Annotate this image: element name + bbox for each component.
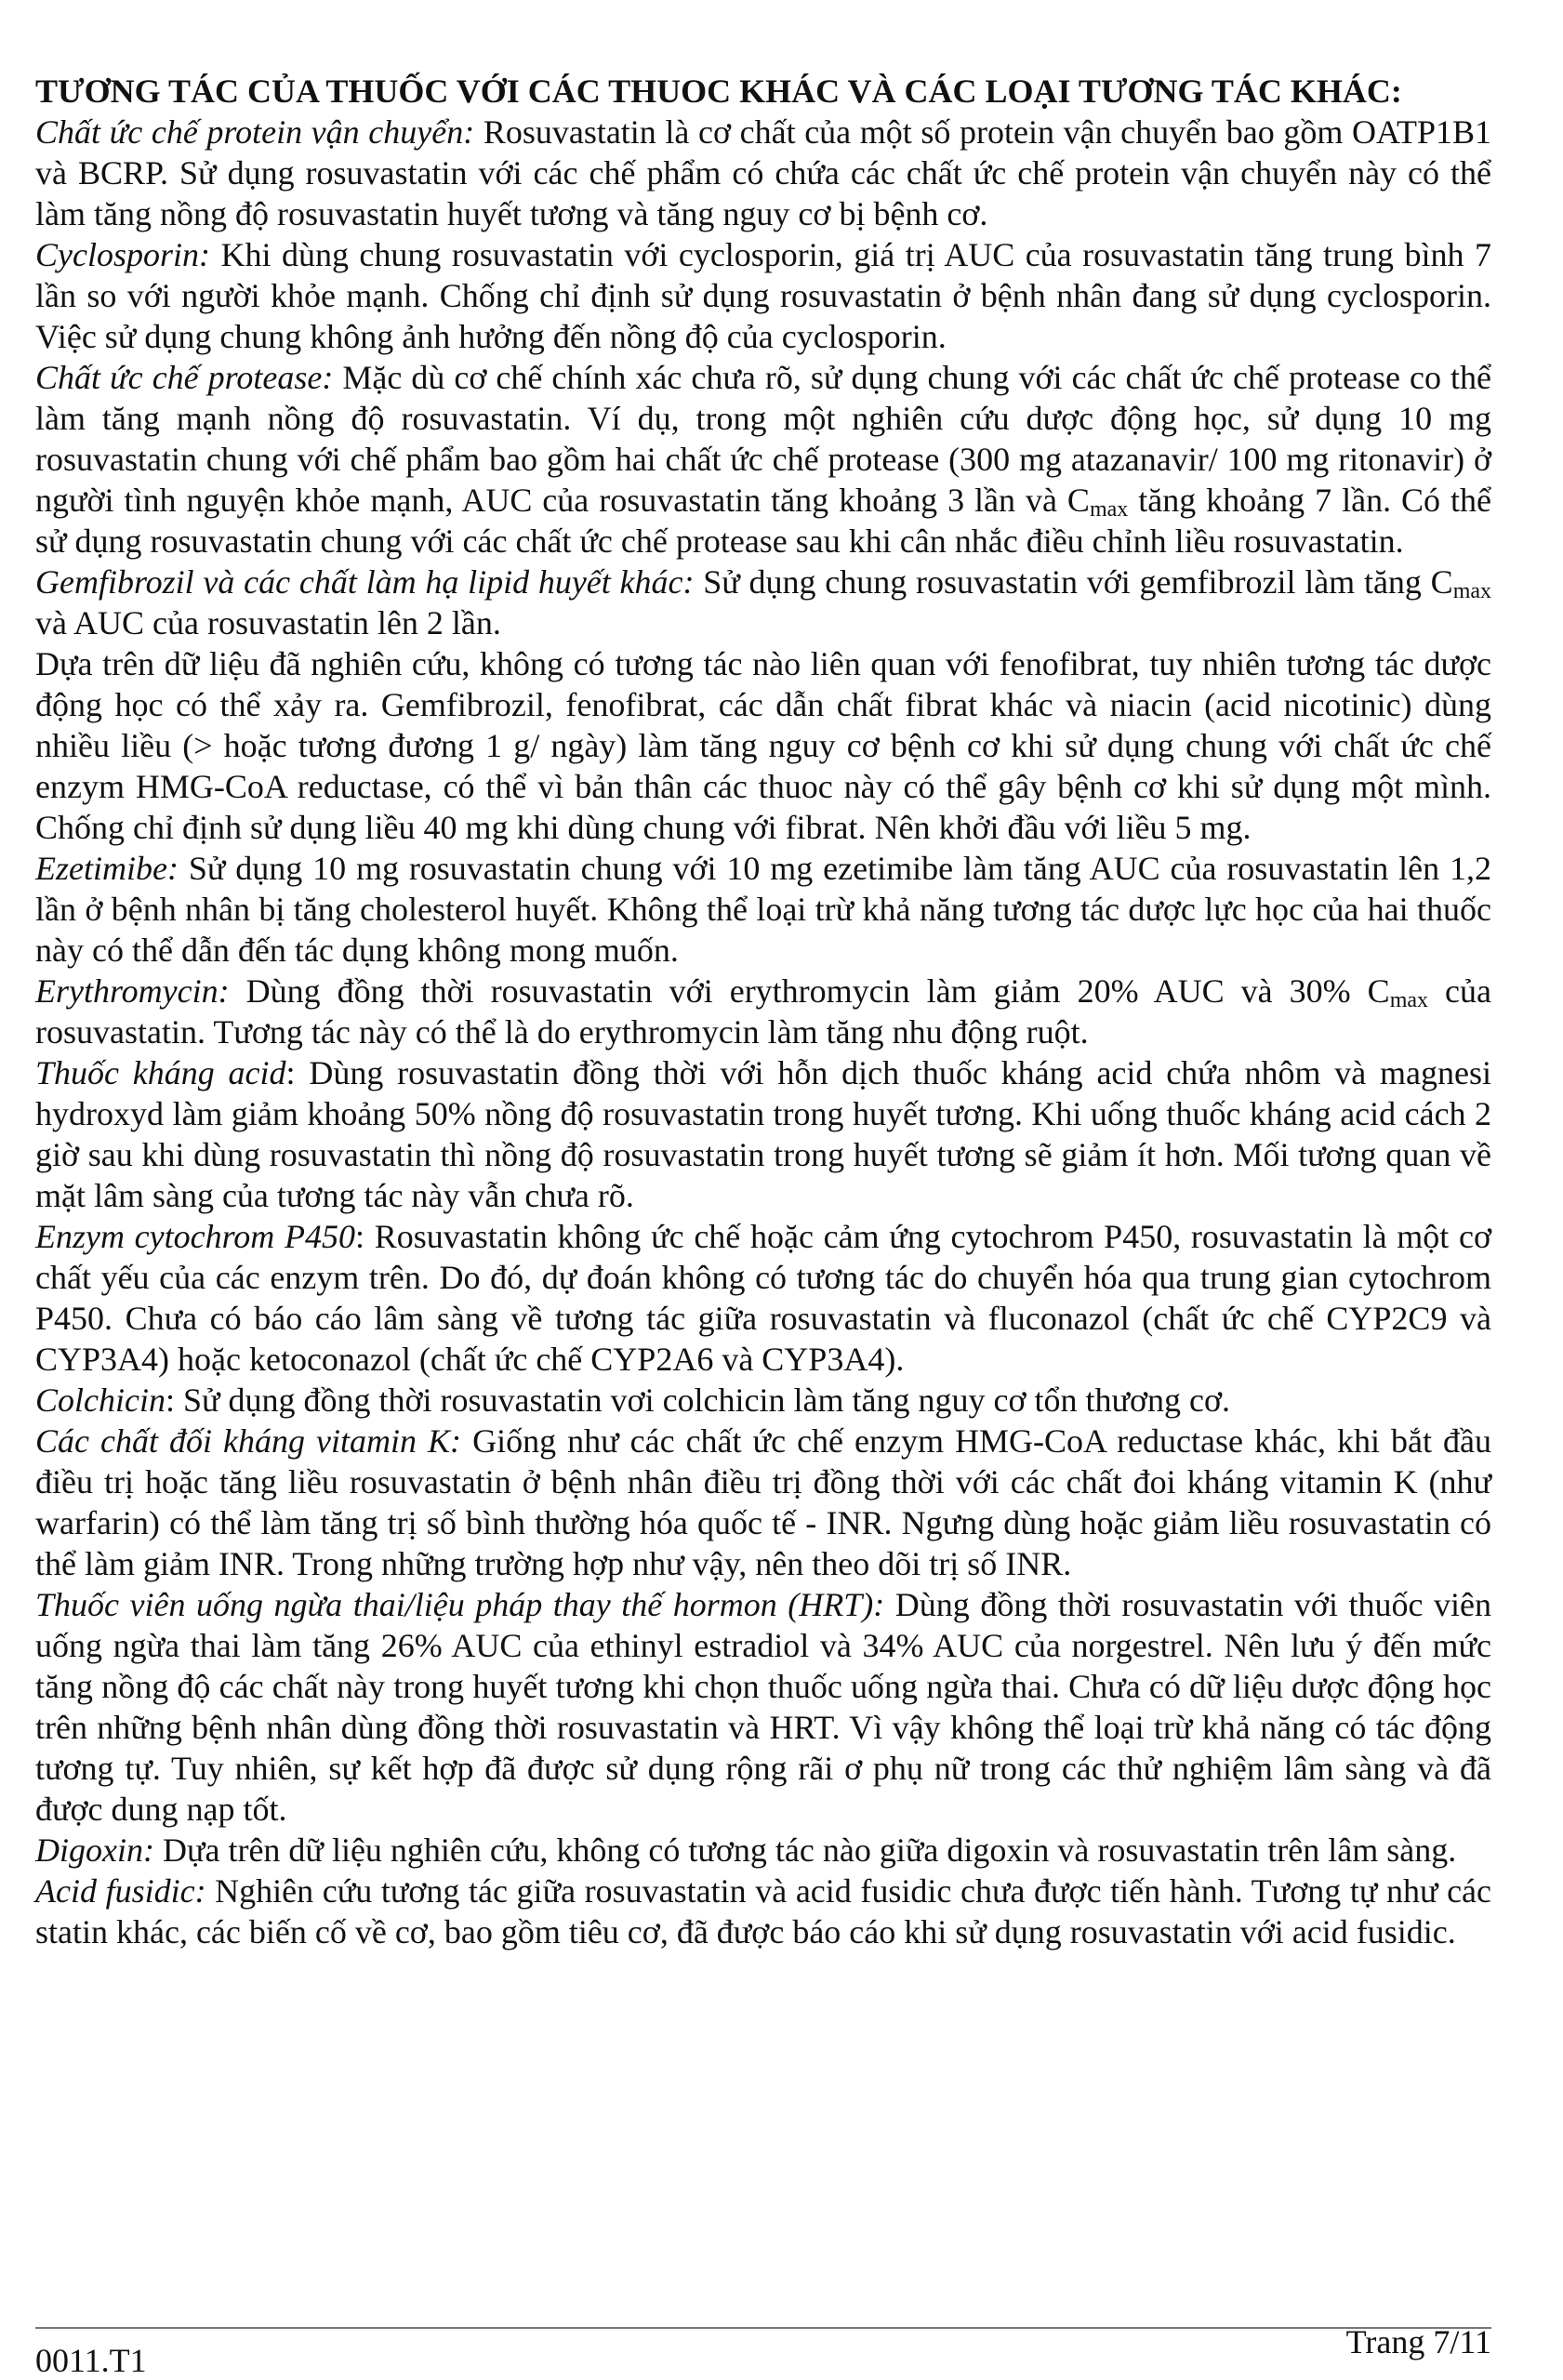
footer-divider [35,2327,1491,2329]
paragraph-label: Enzym cytochrom P450 [35,1218,355,1255]
paragraph-label: Các chất đối kháng vitamin K: [35,1422,462,1460]
paragraph-label: Digoxin: [35,1831,154,1869]
paragraph-text: Nghiên cứu tương tác giữa rosuvastatin và acid fusidic chưa được tiến hành. Tương tự như các statin khác, các biến cố về cơ, bao gồm tiêu cơ, đã được báo cáo khi sử dụng rosuvastatin với acid fusidic. [35,1872,1491,1950]
subscript: max [1389,988,1429,1012]
subscript: max [1452,579,1492,603]
section-heading: TƯƠNG TÁC CỦA THUỐC VỚI CÁC THUOC KHÁC VÀ CÁC LOẠI TƯƠNG TÁC KHÁC: [35,73,1402,110]
paragraph-text-continued: tăng khoảng 7 lần. Có thể sử dụng rosuvastatin chung với các chất ức chế protease sau khi cân nhắc điều chỉnh liều rosuvastatin. [35,482,1491,560]
paragraph-vitamin-k-antagonists [35,1421,1491,1584]
paragraph-text: : Dùng rosuvastatin đồng thời với hỗn dịch thuốc kháng acid chứa nhôm và magnesi hydroxyd làm giảm khoảng 50% nồng độ rosuvastatin trong huyết tương. Khi uống thuốc kháng acid cách 2 giờ sau khi dùng rosuvastatin thì nồng độ rosuvastatin trong huyết tương sẽ giảm ít hơn. Mối tương quan về mặt lâm sàng của tương tác này vẫn chưa rõ. [35,1054,1491,1214]
paragraph-text-continued: và AUC của rosuvastatin lên 2 lần. [35,604,501,641]
paragraph-cyclosporin [35,234,1491,357]
paragraph-gemfibrozil [35,562,1491,643]
paragraph-label: Thuốc kháng acid [35,1054,286,1091]
paragraph-transport-protein-inhibitors [35,112,1491,234]
paragraph-label: Thuốc viên uống ngừa thai/liệu pháp thay thế hormon (HRT): [35,1586,885,1623]
paragraph-label: Erythromycin: [35,972,230,1010]
paragraph-label: Chất ức chế protease: [35,359,334,396]
paragraph-text: Mặc dù cơ chế chính xác chưa rõ, sử dụng chung với các chất ức chế protease co thể làm tăng mạnh nồng độ rosuvastatin. Ví dụ, trong một nghiên cứu dược động học, sử dụng 10 mg rosuvastatin chung với chế phẩm bao gồm hai chất ức chế protease (300 mg atazanavir/ 100 mg ritonavir) ở người tình nguyện khỏe mạnh, AUC của rosuvastatin tăng khoảng 3 lần và C [35,359,1492,519]
page-number: Trang 7/11 [1345,2323,1491,2360]
paragraph-label: Chất ức chế protein vận chuyển: [35,113,475,151]
paragraph-cytochrome-p450 [35,1216,1491,1380]
paragraph-text: Dựa trên dữ liệu đã nghiên cứu, không có tương tác nào liên quan với fenofibrat, tuy nhiên tương tác dược động học có thể xảy ra. Gemfibrozil, fenofibrat, các dẫn chất fibrat khác và niacin (acid nicotinic) dùng nhiều liều (> hoặc tương đương 1 g/ ngày) làm tăng nguy cơ bệnh cơ khi sử dụng chung với chất ức chế enzym HMG-CoA reductase, có thể vì bản thân các thuoc này có thể gây bệnh cơ khi sử dụng một mình. Chống chỉ định sử dụng liều 40 mg khi dùng chung với fibrat. Nên khởi đầu với liều 5 mg. [35,645,1491,846]
paragraph-contraceptives-hrt [35,1584,1491,1830]
paragraph-label: Colchicin [35,1382,166,1419]
paragraph-label: Gemfibrozil và các chất làm hạ lipid huyết khác: [35,563,695,601]
paragraph-text: Giống như các chất ức chế enzym HMG-CoA reductase khác, khi bắt đầu điều trị hoặc tăng liều rosuvastatin ở bệnh nhân điều trị đồng thời với các chất đoi kháng vitamin K (như warfarin) có thể làm tăng trị số bình thường hóa quốc tế - INR. Ngưng dùng hoặc giảm liều rosuvastatin có thể làm giảm INR. Trong những trường hợp như vậy, nên theo dõi trị số INR. [35,1422,1491,1582]
paragraph-text-continued: của rosuvastatin. Tương tác này có thể là do erythromycin làm tăng nhu động ruột. [35,972,1491,1051]
paragraph-protease-inhibitors [35,357,1491,562]
paragraph-fibrates [35,643,1491,848]
paragraph-text: Sử dụng 10 mg rosuvastatin chung với 10 mg ezetimibe làm tăng AUC của rosuvastatin lên 1,2 lần ở bệnh nhân bị tăng cholesterol huyết. Không thể loại trừ khả năng tương tác dược lực học của hai thuốc này có thể dẫn đến tác dụng không mong muốn. [35,850,1491,969]
document-body [35,71,1491,1952]
document-code: 0011.T1 [35,2342,147,2379]
paragraph-text: Dựa trên dữ liệu nghiên cứu, không có tương tác nào giữa digoxin và rosuvastatin trên lâm sàng. [153,1831,1457,1869]
subscript: max [1089,497,1129,522]
paragraph-label: Ezetimibe: [35,850,179,887]
paragraph-erythromycin [35,971,1491,1052]
paragraph-text: Khi dùng chung rosuvastatin với cyclosporin, giá trị AUC của rosuvastatin tăng trung bình 7 lần so với người khỏe mạnh. Chống chỉ định sử dụng rosuvastatin ở bệnh nhân đang sử dụng cyclosporin. Việc sử dụng chung không ảnh hưởng đến nồng độ của cyclosporin. [35,236,1491,355]
paragraph-text: Sử dụng chung rosuvastatin với gemfibrozil làm tăng C [694,563,1453,601]
paragraph-label: Acid fusidic: [35,1872,206,1910]
paragraph-text: Dùng đồng thời rosuvastatin với erythromycin làm giảm 20% AUC và 30% C [229,972,1390,1010]
paragraph-antacids [35,1052,1491,1216]
paragraph-fusidic-acid [35,1871,1491,1952]
paragraph-text: : Sử dụng đồng thời rosuvastatin vơi colchicin làm tăng nguy cơ tổn thương cơ. [165,1382,1231,1419]
paragraph-colchicin [35,1380,1491,1421]
paragraph-text: : Rosuvastatin không ức chế hoặc cảm ứng cytochrom P450, rosuvastatin là một cơ chất yếu của các enzym trên. Do đó, dự đoán không có tương tác do chuyển hóa qua trung gian cytochrom P450. Chưa có báo cáo lâm sàng về tương tác giữa rosuvastatin và fluconazol (chất ức chế CYP2C9 và CYP3A4) hoặc ketoconazol (chất ức chế CYP2A6 và CYP3A4). [35,1218,1492,1378]
paragraph-label: Cyclosporin: [35,236,210,273]
paragraph-text: Rosuvastatin là cơ chất của một số protein vận chuyển bao gồm OATP1B1 và BCRP. Sử dụng rosuvastatin với các chế phẩm có chứa các chất ức chế protein vận chuyển này có thể làm tăng nồng độ rosuvastatin huyết tương và tăng nguy cơ bị bệnh cơ. [35,113,1491,232]
paragraph-ezetimibe [35,848,1491,971]
paragraph-digoxin [35,1830,1491,1871]
paragraph-text: Dùng đồng thời rosuvastatin với thuốc viên uống ngừa thai làm tăng 26% AUC của ethinyl estradiol và 34% AUC của norgestrel. Nên lưu ý đến mức tăng nồng độ các chất này trong huyết tương khi chọn thuốc uống ngừa thai. Chưa có dữ liệu dược động học trên những bệnh nhân dùng đồng thời rosuvastatin và HRT. Vì vậy không thể loại trừ khả năng có tác động tương tự. Tuy nhiên, sự kết hợp đã được sử dụng rộng rãi ơ phụ nữ trong các thử nghiệm lâm sàng và đã được dung nạp tốt. [35,1586,1491,1828]
